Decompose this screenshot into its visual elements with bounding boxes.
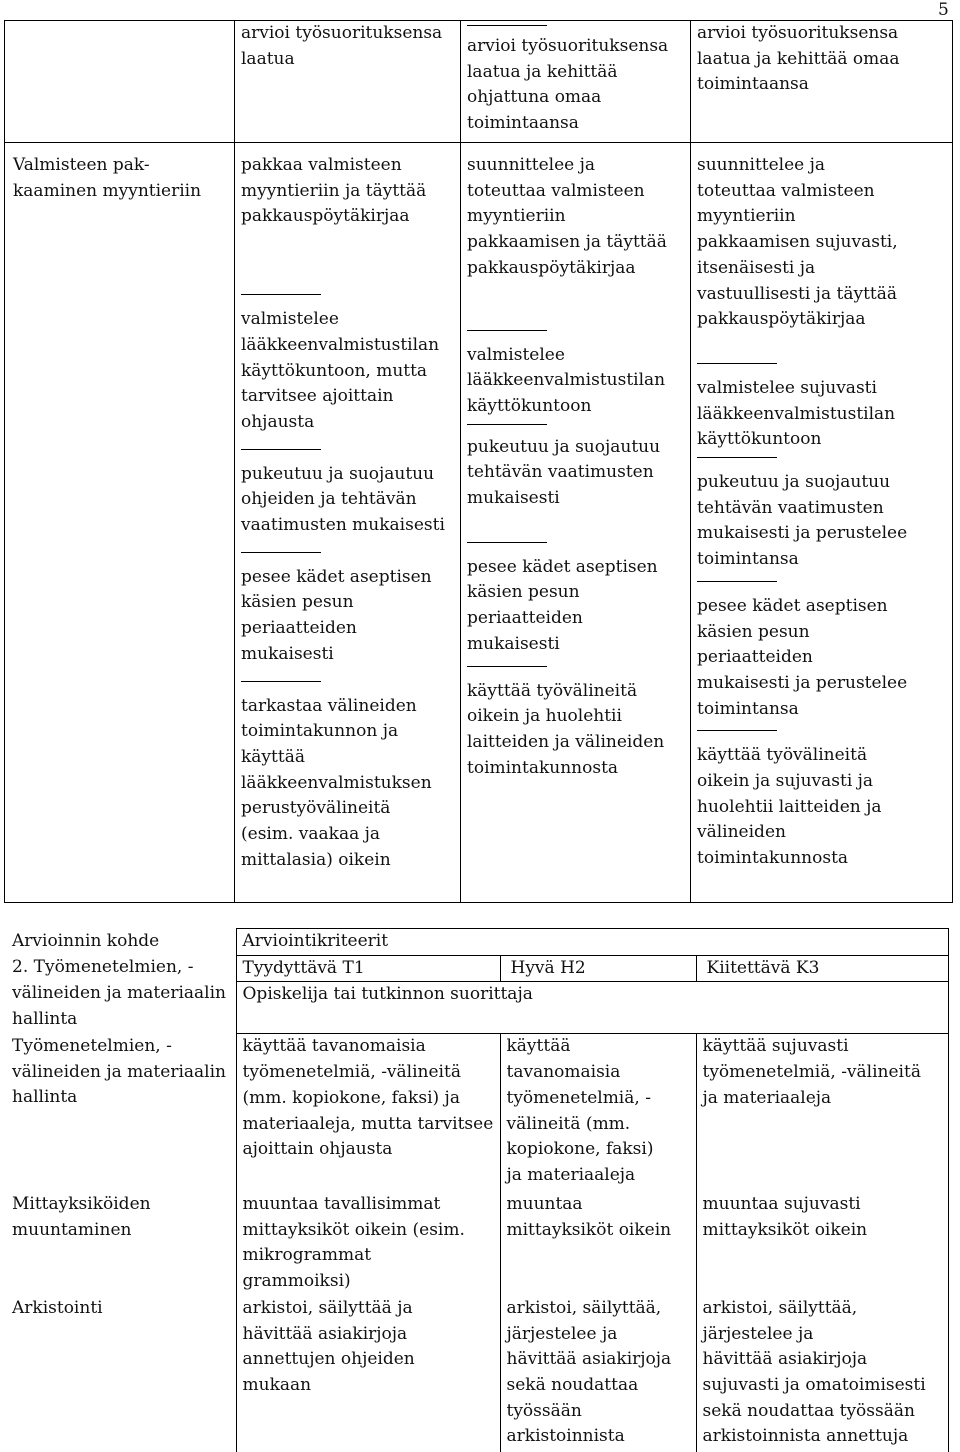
separator-line	[241, 681, 321, 694]
text-line: huolehtii laitteiden ja	[697, 796, 882, 817]
section-title	[4, 955, 236, 1034]
text-line: arkistoi, säilyttää ja	[242, 1297, 413, 1318]
text-line: mukaisesti ja perustelee	[697, 672, 908, 693]
text-line: käyttää	[506, 1036, 571, 1057]
table-row	[4, 1034, 948, 1192]
text-line: Arkistointi	[12, 1297, 103, 1318]
text-line: kaaminen myyntieriin	[13, 180, 202, 201]
text-line: järjestelee ja	[702, 1323, 814, 1344]
text-line: pakkauspöytäkirjaa	[467, 257, 636, 278]
text-line: ajoittain ohjausta	[242, 1139, 393, 1160]
text-line: käsien pesun	[697, 621, 810, 642]
separator-line	[241, 449, 321, 462]
text-line: ja materiaaleja	[506, 1164, 636, 1185]
criterion-block	[467, 343, 684, 420]
text-line: mittayksiköt oikein (esim.	[242, 1219, 465, 1240]
text-line: ja materiaaleja	[702, 1087, 832, 1108]
separator-line	[467, 25, 547, 34]
text-line: mukaisesti	[467, 633, 560, 654]
text-line: valmistelee	[467, 344, 565, 365]
k3-blocks	[691, 153, 952, 872]
text-line: oikein ja huolehtii	[467, 706, 622, 727]
level-t1: Tyydyttävä T1	[236, 955, 500, 982]
text-line: annettujen ohjeiden	[242, 1349, 415, 1370]
page-number: 5	[938, 0, 949, 20]
text-line: pesee kädet aseptisen	[467, 556, 658, 577]
subject-cell	[4, 1296, 236, 1452]
text-line: periaatteiden	[241, 618, 357, 639]
k3-cell	[691, 143, 953, 903]
text-line: käyttökuntoon	[467, 395, 592, 416]
k3-cell	[696, 1034, 948, 1192]
text-line: vaatimusten mukaisesti	[241, 515, 445, 536]
text-line: (esim. vaakaa ja	[241, 824, 381, 845]
text-line: pakkauspöytäkirjaa	[697, 309, 866, 330]
text-line: käyttää työvälineitä	[697, 745, 868, 766]
text-line: välineitä (mm.	[506, 1113, 631, 1134]
text-line: Mittayksiköiden	[12, 1193, 151, 1214]
t1-cell	[235, 21, 461, 143]
text-line: hallinta	[12, 1008, 78, 1029]
text-line: työmenetelmiä, -	[506, 1087, 651, 1108]
k3-cell	[696, 1296, 948, 1452]
table-header-row	[4, 929, 948, 956]
text-line: pakkaamisen sujuvasti,	[697, 232, 898, 253]
text-line: toimintakunnon ja	[241, 721, 399, 742]
text-line: toimintaansa	[697, 74, 809, 95]
text-line: välineiden ja materiaalin	[12, 982, 226, 1003]
text-line: pukeutuu ja suojautuu	[467, 436, 661, 457]
header-left: Arvioinnin kohde	[12, 930, 160, 951]
header-right: Arviointikriteerit	[236, 929, 948, 956]
separator-line	[467, 666, 547, 679]
text-line: lääkkeenvalmistuksen	[241, 772, 432, 793]
text-line: arkistoi, säilyttää,	[702, 1297, 858, 1318]
text-line: 2. Työmenetelmien, -	[12, 957, 194, 978]
criterion-block	[467, 679, 684, 782]
t1-cell	[236, 1034, 500, 1192]
text-line: pesee kädet aseptisen	[241, 566, 432, 587]
text-line: ohjattuna omaa	[467, 87, 602, 108]
criterion-block	[467, 435, 684, 512]
text-line: käyttää tavanomaisia	[242, 1036, 426, 1057]
k3-cell	[696, 1192, 948, 1296]
text-line: materiaaleja, mutta tarvitsee	[242, 1113, 494, 1134]
text-line: arvioi työsuorituksensa	[241, 23, 443, 43]
t1-text	[235, 21, 460, 72]
t1-blocks	[235, 153, 460, 873]
text-line: ohjeiden ja tehtävän	[241, 489, 417, 510]
text-line: pukeutuu ja suojautuu	[697, 472, 891, 493]
text-line: arkistoinnista annettuja	[702, 1426, 909, 1447]
text-line: hävittää asiakirjoja	[506, 1349, 672, 1370]
text-line: pukeutuu ja suojautuu	[241, 463, 435, 484]
h2-cell	[461, 21, 691, 143]
h2-cell	[500, 1192, 696, 1296]
text-line: muuntaminen	[12, 1219, 132, 1240]
text-line: (mm. kopiokone, faksi) ja	[242, 1087, 460, 1108]
text-line: tehtävän vaatimusten	[697, 497, 884, 518]
level-h2: Hyvä H2	[500, 955, 696, 982]
text-line: mittayksiköt oikein	[702, 1219, 868, 1240]
text-line: välineiden ja materiaalin	[12, 1061, 226, 1082]
text-line: grammoiksi)	[242, 1271, 351, 1292]
subject-line: Opiskelija tai tutkinnon suorittaja	[236, 982, 948, 1034]
subject-cell	[4, 1034, 236, 1192]
text-line: hävittää asiakirjoja	[702, 1349, 868, 1370]
criterion-block	[467, 153, 684, 282]
table-row	[5, 143, 953, 903]
text-line: hallinta	[12, 1087, 78, 1108]
subject-cell-empty	[5, 21, 235, 143]
text-line: arkistoi, säilyttää,	[506, 1297, 662, 1318]
text-line: oikein ja sujuvasti ja	[697, 771, 874, 792]
text-line: lääkkeenvalmistustilan	[467, 370, 666, 391]
criterion-block	[697, 594, 946, 723]
t1-cell	[236, 1296, 500, 1452]
text-line: muuntaa	[506, 1193, 583, 1214]
h2-blocks	[461, 153, 690, 781]
text-line: työmenetelmiä, -välineitä	[702, 1062, 921, 1083]
text-line: mukaisesti	[241, 643, 334, 664]
text-line: pakkauspöytäkirjaa	[241, 206, 410, 227]
text-line: tarkastaa välineiden	[241, 695, 417, 716]
text-line: käyttökuntoon	[697, 429, 822, 450]
h2-cell	[500, 1034, 696, 1192]
levels-row	[4, 955, 948, 982]
text-line: muuntaa sujuvasti	[702, 1193, 861, 1214]
text-line: laatua ja kehittää	[467, 61, 618, 82]
text-line: toimintakunnosta	[697, 848, 849, 869]
text-line: pakkaamisen ja täyttää	[467, 232, 667, 253]
table-row	[5, 21, 953, 143]
text-line: hävittää asiakirjoja	[242, 1323, 408, 1344]
t1-cell	[236, 1192, 500, 1296]
criterion-block	[697, 153, 946, 333]
text-line: järjestelee ja	[506, 1323, 618, 1344]
text-line: välineiden	[697, 822, 786, 843]
h2-cell	[500, 1296, 696, 1452]
text-line: käsien pesun	[241, 592, 354, 613]
t1-cell	[235, 143, 461, 903]
text-line: myyntieriin	[467, 206, 566, 227]
text-line: tehtävän vaatimusten	[467, 462, 654, 483]
separator-line	[467, 424, 547, 435]
text-line: tavanomaisia	[506, 1062, 621, 1083]
text-line: toimintansa	[697, 698, 799, 719]
text-line: toimintansa	[697, 549, 799, 570]
text-line: mukaisesti	[467, 488, 560, 509]
table-row	[4, 1192, 948, 1296]
h2-text	[467, 34, 684, 137]
text-line: käyttökuntoon, mutta	[241, 360, 428, 381]
criterion-block	[241, 694, 454, 874]
text-line: pesee kädet aseptisen	[697, 595, 888, 616]
criteria-table-bottom	[4, 928, 949, 1452]
separator-line	[697, 581, 777, 594]
text-line: työmenetelmiä, -välineitä	[242, 1062, 461, 1083]
text-line: arvioi työsuorituksensa	[697, 23, 899, 43]
criterion-block	[467, 555, 684, 658]
text-line: toteuttaa valmisteen	[467, 180, 645, 201]
text-line: myyntieriin ja täyttää	[241, 180, 427, 201]
text-line: mikrogrammat	[242, 1245, 372, 1266]
subject-cell	[4, 1192, 236, 1296]
text-line: perustyövälineitä	[241, 798, 391, 819]
criterion-block	[241, 153, 454, 230]
subject-text	[5, 153, 234, 204]
separator-line	[697, 363, 777, 376]
criterion-block	[697, 743, 946, 872]
text-line: toimintaansa	[467, 113, 579, 134]
text-line: käyttää sujuvasti	[702, 1036, 849, 1057]
text-line: suunnittelee ja	[467, 155, 596, 175]
separator-line	[241, 294, 321, 307]
text-line: lääkkeenvalmistustilan	[241, 334, 440, 355]
separator-line	[241, 552, 321, 565]
text-line: Valmisteen pak-	[13, 155, 150, 175]
text-line: valmistelee sujuvasti	[697, 377, 877, 398]
text-line: toimintakunnosta	[467, 757, 619, 778]
text-line: kopiokone, faksi)	[506, 1139, 654, 1160]
text-line: suunnittelee ja	[697, 155, 826, 175]
text-line: laatua ja kehittää omaa	[697, 48, 900, 69]
criterion-block	[697, 376, 946, 453]
separator-line	[697, 730, 777, 743]
separator-line	[467, 542, 547, 555]
criteria-table-top	[4, 20, 953, 903]
text-line: myyntieriin	[697, 206, 796, 227]
text-line: mittalasia) oikein	[241, 849, 391, 870]
text-line: itsenäisesti ja	[697, 257, 816, 278]
text-line: muuntaa tavallisimmat	[242, 1193, 441, 1214]
text-line: vastuullisesti ja täyttää	[697, 283, 897, 304]
text-line: periaatteiden	[467, 608, 583, 629]
level-k3: Kiitettävä K3	[696, 955, 948, 982]
criterion-block	[241, 307, 454, 436]
text-line: arvioi työsuorituksensa	[467, 36, 669, 56]
text-line: periaatteiden	[697, 647, 813, 668]
k3-cell	[691, 21, 953, 143]
text-line: sujuvasti ja omatoimisesti	[702, 1375, 926, 1396]
text-line: mukaisesti ja perustelee	[697, 523, 908, 544]
criterion-block	[697, 470, 946, 573]
text-line: sekä noudattaa työssään	[702, 1400, 915, 1421]
criterion-block	[241, 565, 454, 668]
text-line: Työmenetelmien, -	[12, 1035, 172, 1056]
subject-cell	[5, 143, 235, 903]
k3-text	[691, 21, 952, 98]
text-line: pakkaa valmisteen	[241, 155, 402, 175]
h2-cell	[461, 143, 691, 903]
text-line: lääkkeenvalmistustilan	[697, 403, 896, 424]
text-line: käyttää työvälineitä	[467, 680, 638, 701]
text-line: mittayksiköt oikein	[506, 1219, 672, 1240]
text-line: arkistoinnista	[506, 1426, 625, 1447]
text-line: käyttää	[241, 746, 305, 767]
text-line: laitteiden ja välineiden	[467, 731, 665, 752]
text-line: valmistelee	[241, 309, 339, 330]
separator-line	[697, 457, 777, 470]
text-line: sekä noudattaa	[506, 1375, 639, 1396]
separator-line	[467, 330, 547, 343]
text-line: työssään	[506, 1400, 582, 1421]
text-line: käsien pesun	[467, 582, 580, 603]
table-row	[4, 1296, 948, 1452]
text-line: toteuttaa valmisteen	[697, 180, 875, 201]
text-line: ohjausta	[241, 411, 315, 432]
text-line: mukaan	[242, 1375, 312, 1396]
text-line: laatua	[241, 48, 295, 69]
text-line: tarvitsee ajoittain	[241, 386, 394, 407]
criterion-block	[241, 462, 454, 539]
